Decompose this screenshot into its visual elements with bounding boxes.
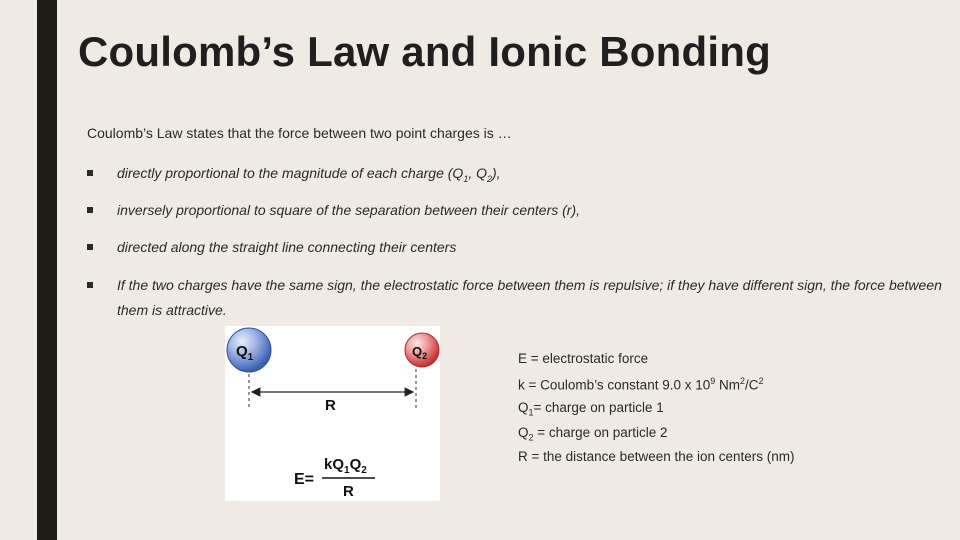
slide-title: Coulomb’s Law and Ionic Bonding (78, 28, 771, 75)
legend-e: E = electrostatic force (518, 351, 649, 366)
formula-lhs: E= (294, 471, 315, 488)
charge-q2-label: $Q_2$ (412, 344, 428, 361)
charge-q1-sphere (227, 328, 271, 372)
left-accent-bar (37, 0, 57, 540)
legend-q2: $Q_2$ = charge on particle 2 (518, 424, 668, 443)
coulomb-diagram-svg (225, 326, 440, 501)
coulomb-diagram (225, 326, 440, 501)
legend-q1: $Q_1=$ charge on particle 1 (518, 400, 664, 418)
formula-denominator: R (343, 483, 354, 500)
formula-numerator: $kQ_1Q_2$ (324, 456, 367, 476)
charge-q1-label: $Q_1$ (236, 343, 254, 363)
bullet-2-text: inversely proportional to square of the separation between their centers (r), (117, 202, 581, 218)
bullet-square-icon (87, 170, 93, 176)
distance-label: R (325, 397, 336, 414)
legend-r: R = the distance between the ion centers (nm) (518, 449, 795, 464)
bullet-square-icon (87, 282, 93, 288)
bullet-4-text: If the two charges have the same sign, the electrostatic force between them is repulsive; if they have different sign, the force between them is attractive. (117, 277, 942, 318)
bullet-1-text: directly proportional to the magnitude of each charge ($Q_1$, $Q_2$), (117, 165, 501, 184)
bullet-square-icon (87, 244, 93, 250)
intro-text: Coulomb’s Law states that the force between two point charges is … (87, 125, 512, 141)
bullet-3-text: directed along the straight line connecting their centers (117, 239, 457, 255)
bullet-square-icon (87, 207, 93, 213)
variable-legend (518, 351, 795, 474)
legend-k: k = Coulomb’s constant 9.0 x $10^9$ $Nm^2/C^2$ (518, 375, 764, 392)
